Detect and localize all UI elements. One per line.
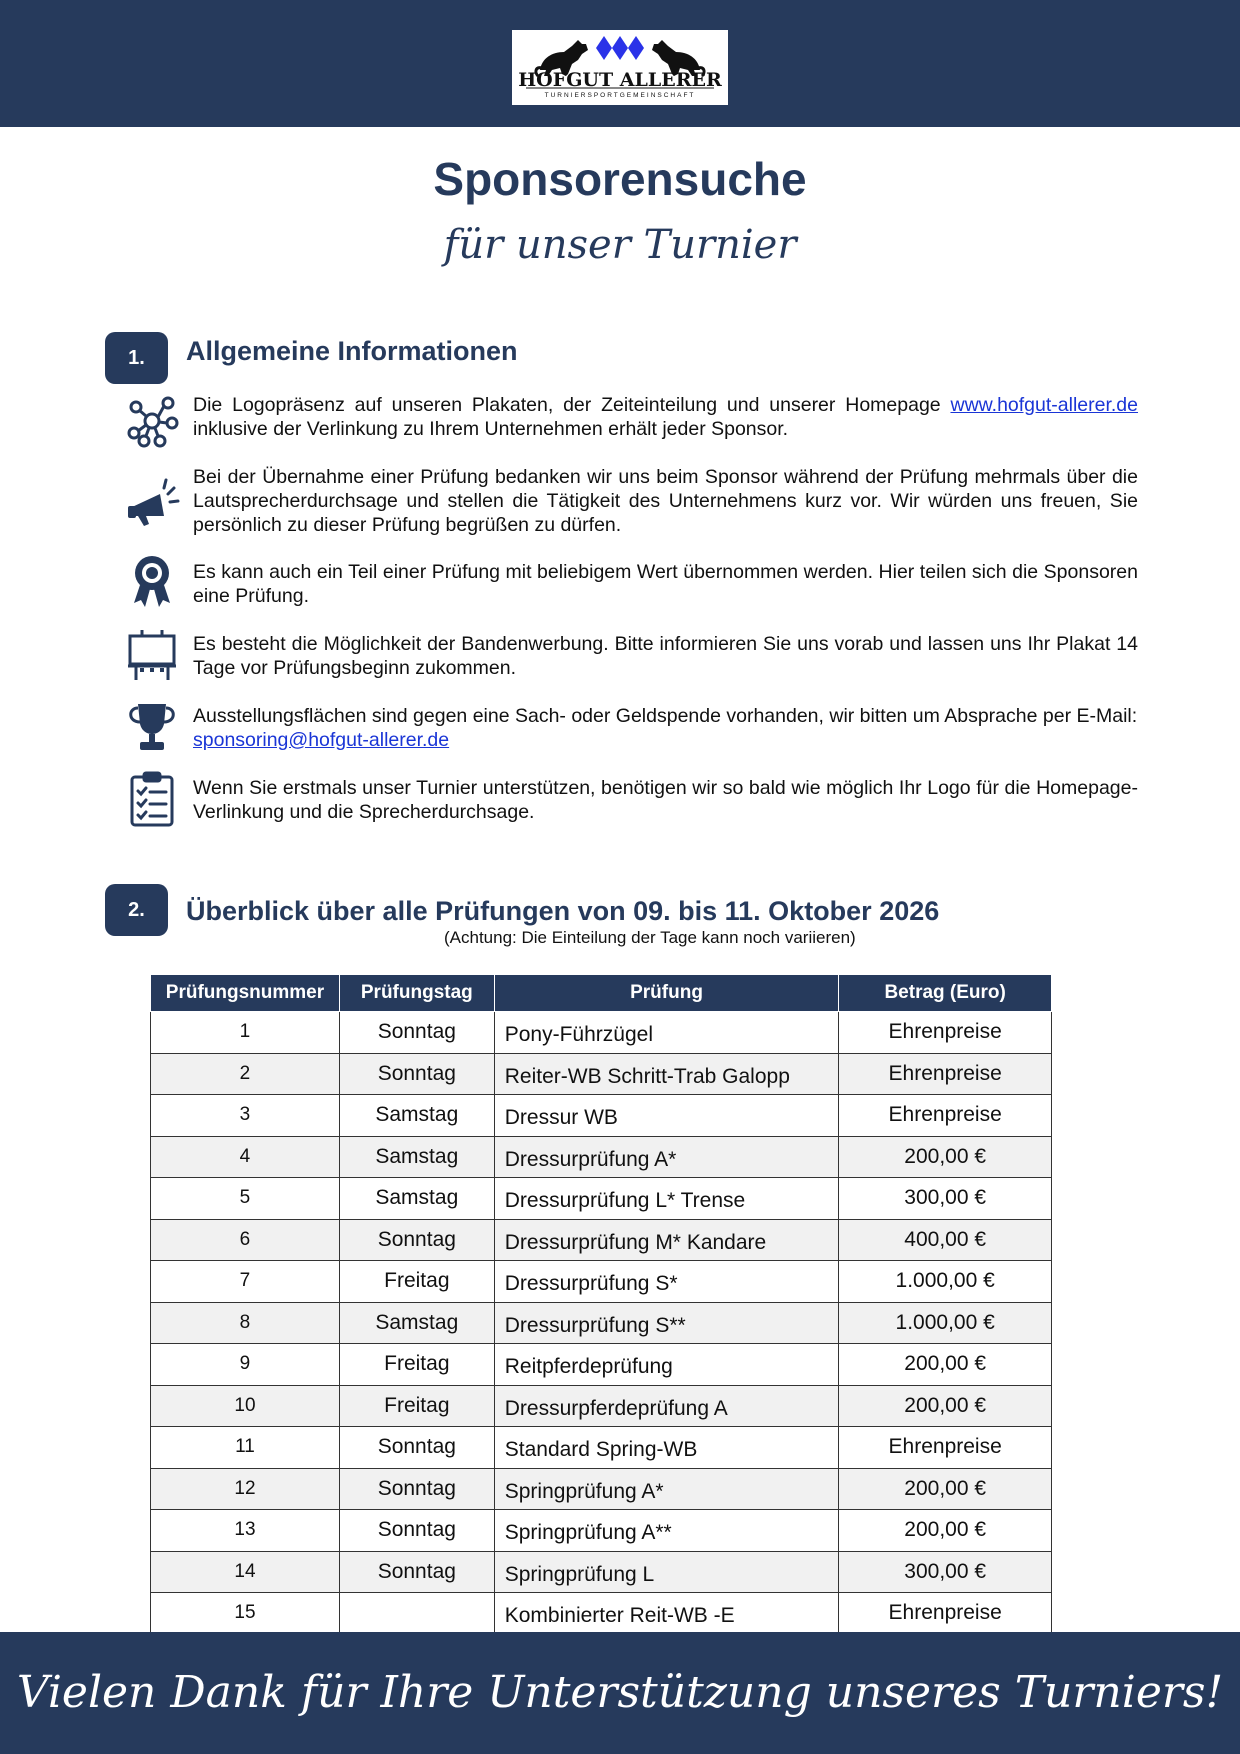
cell-competition: Dressurprüfung S** — [494, 1302, 839, 1344]
award-ribbon-icon — [124, 553, 180, 609]
table-row — [151, 1136, 1052, 1178]
section-heading: Überblick über alle Prüfungen von 09. bis 11. Oktober 2026 — [186, 896, 940, 926]
column-header: Betrag (Euro) — [839, 975, 1052, 1012]
billboard-icon — [124, 626, 180, 682]
cell-amount: Ehrenpreise — [839, 1095, 1052, 1137]
svg-text:HOFGUT ALLERER: HOFGUT ALLERER — [518, 69, 722, 91]
info-item-announcement: Bei der Übernahme einer Prüfung bedanken wir uns beim Sponsor während der Prüfung mehrmals über die Lautsprecherdurchsage und stellen die Tätigkeit des Unternehmens kurz vor. Wir würden uns freuen, Sie persönlich zu dieser Prüfung begrüßen zu dürfen. — [193, 466, 1138, 536]
cell-number: 10 — [151, 1385, 340, 1427]
cell-competition: Pony-Führzügel — [494, 1012, 839, 1054]
svg-text:TURNIERSPORTGEMEINSCHAFT: TURNIERSPORTGEMEINSCHAFT — [544, 92, 696, 99]
cell-amount: Ehrenpreise — [839, 1012, 1052, 1054]
cell-day: Sonntag — [339, 1510, 494, 1552]
header-bar — [0, 0, 1240, 127]
cell-amount: 1.000,00 € — [839, 1302, 1052, 1344]
cell-day: Sonntag — [339, 1468, 494, 1510]
table-row — [151, 1012, 1052, 1054]
cell-number: 3 — [151, 1095, 340, 1137]
cell-amount: Ehrenpreise — [839, 1593, 1052, 1635]
column-header: Prüfungsnummer — [151, 975, 340, 1012]
network-icon — [124, 393, 180, 449]
cell-day: Sonntag — [339, 1219, 494, 1261]
trophy-icon — [124, 700, 180, 756]
info-item-exhibition-space: Ausstellungsflächen sind gegen eine Sach- oder Geldspende vorhanden, wir bitten um Absprache per E-Mail: sponsoring@hofgut-allerer.de — [193, 705, 1138, 751]
cell-amount: 400,00 € — [839, 1219, 1052, 1261]
cell-competition: Dressurprüfung L* Trense — [494, 1178, 839, 1220]
cell-number: 9 — [151, 1344, 340, 1386]
cell-day: Sonntag — [339, 1053, 494, 1095]
horses-and-diamonds-logo — [512, 30, 728, 105]
table-row — [151, 1510, 1052, 1552]
cell-competition: Reiter-WB Schritt-Trab Galopp — [494, 1053, 839, 1095]
cell-competition: Reitpferdeprüfung — [494, 1344, 839, 1386]
cell-competition: Dressurprüfung S* — [494, 1261, 839, 1303]
cell-day: Freitag — [339, 1344, 494, 1386]
logo — [512, 30, 728, 105]
cell-number: 1 — [151, 1012, 340, 1054]
cell-amount: 200,00 € — [839, 1136, 1052, 1178]
cell-number: 14 — [151, 1551, 340, 1593]
cell-number: 2 — [151, 1053, 340, 1095]
cell-competition: Dressurpferdeprüfung A — [494, 1385, 839, 1427]
cell-amount: 200,00 € — [839, 1385, 1052, 1427]
cell-competition: Standard Spring-WB — [494, 1427, 839, 1469]
cell-amount: 200,00 € — [839, 1510, 1052, 1552]
cell-day: Freitag — [339, 1385, 494, 1427]
cell-day: Sonntag — [339, 1427, 494, 1469]
cell-number: 4 — [151, 1136, 340, 1178]
schedule-note: (Achtung: Die Einteilung der Tage kann noch variieren) — [444, 928, 856, 947]
cell-competition: Springprüfung A** — [494, 1510, 839, 1552]
section-number-badge: 2. — [105, 884, 168, 936]
cell-day: Sonntag — [339, 1012, 494, 1054]
cell-number: 7 — [151, 1261, 340, 1303]
cell-number: 6 — [151, 1219, 340, 1261]
section-number-badge: 1. — [105, 332, 168, 384]
cell-number: 12 — [151, 1468, 340, 1510]
table-row — [151, 1178, 1052, 1220]
cell-number: 13 — [151, 1510, 340, 1552]
table-row — [151, 1551, 1052, 1593]
table-row — [151, 1302, 1052, 1344]
cell-day: Samstag — [339, 1178, 494, 1220]
cell-competition: Springprüfung L — [494, 1551, 839, 1593]
info-item-banner-ads: Es besteht die Möglichkeit der Bandenwerbung. Bitte informieren Sie uns vorab und lassen uns Ihr Plakat 14 Tage vor Prüfungsbeginn zukommen. — [193, 633, 1138, 679]
page-subtitle: für unser Turnier — [443, 222, 797, 268]
cell-amount: 300,00 € — [839, 1551, 1052, 1593]
cell-number: 8 — [151, 1302, 340, 1344]
table-row — [151, 1095, 1052, 1137]
cell-amount: 200,00 € — [839, 1468, 1052, 1510]
cell-competition: Dressurprüfung A* — [494, 1136, 839, 1178]
cell-number: 11 — [151, 1427, 340, 1469]
megaphone-icon — [124, 474, 180, 530]
cell-competition: Dressur WB — [494, 1095, 839, 1137]
sponsoring-email-link[interactable]: sponsoring@hofgut-allerer.de — [193, 729, 450, 751]
cell-amount: 200,00 € — [839, 1344, 1052, 1386]
cell-amount: Ehrenpreise — [839, 1053, 1052, 1095]
column-header: Prüfungstag — [339, 975, 494, 1012]
info-item-first-time-sponsor: Wenn Sie erstmals unser Turnier unterstützen, benötigen wir so bald wie möglich Ihr Logo für die Homepage-Verlinkung und die Sprecherdurchsage. — [193, 777, 1138, 823]
footer-thanks: Vielen Dank für Ihre Unterstützung unseres Turniers! — [0, 1632, 1240, 1754]
cell-day: Freitag — [339, 1261, 494, 1303]
table-row — [151, 1053, 1052, 1095]
table-row — [151, 1593, 1052, 1635]
cell-competition: Kombinierter Reit-WB -E — [494, 1593, 839, 1635]
table-header-row — [151, 975, 1052, 1012]
homepage-link[interactable]: www.hofgut-allerer.de — [950, 394, 1139, 416]
section-heading: Allgemeine Informationen — [186, 336, 518, 366]
cell-competition: Springprüfung A* — [494, 1468, 839, 1510]
cell-amount: 1.000,00 € — [839, 1261, 1052, 1303]
page-title: Sponsorensuche — [433, 153, 807, 205]
cell-amount: 300,00 € — [839, 1178, 1052, 1220]
cell-day — [339, 1593, 494, 1635]
table-row — [151, 1344, 1052, 1386]
cell-number: 5 — [151, 1178, 340, 1220]
cell-number: 15 — [151, 1593, 340, 1635]
table-row — [151, 1219, 1052, 1261]
competitions-table — [150, 974, 1052, 1676]
cell-day: Sonntag — [339, 1551, 494, 1593]
column-header: Prüfung — [494, 975, 839, 1012]
table-row — [151, 1261, 1052, 1303]
table-row — [151, 1468, 1052, 1510]
table-row — [151, 1427, 1052, 1469]
cell-day: Samstag — [339, 1302, 494, 1344]
cell-competition: Dressurprüfung M* Kandare — [494, 1219, 839, 1261]
cell-day: Samstag — [339, 1095, 494, 1137]
info-item-logo-presence: Die Logopräsenz auf unseren Plakaten, der Zeiteinteilung und unserer Homepage www.hofgut-allerer.de inklusive der Verlinkung zu Ihrem Unternehmen erhält jeder Sponsor. — [193, 394, 1139, 440]
table-row — [151, 1385, 1052, 1427]
cell-day: Samstag — [339, 1136, 494, 1178]
cell-amount: Ehrenpreise — [839, 1427, 1052, 1469]
clipboard-checklist-icon — [124, 771, 180, 827]
info-item-partial-sponsoring: Es kann auch ein Teil einer Prüfung mit beliebigem Wert übernommen werden. Hier teilen sich die Sponsoren eine Prüfung. — [193, 561, 1138, 607]
